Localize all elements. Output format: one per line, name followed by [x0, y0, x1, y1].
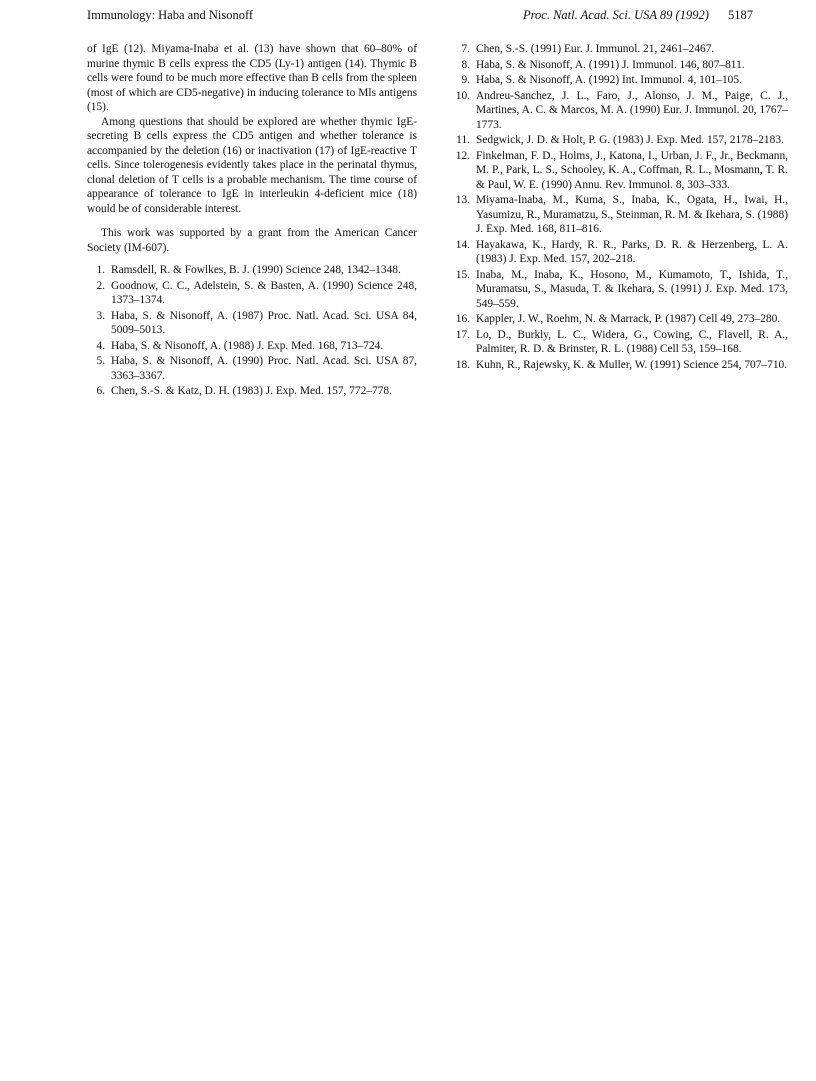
body-paragraph: Among questions that should be explored are whether thymic IgE-secreting B cells express the CD5 antigen and whether tolerance is accompanied by the deletion (16) or inactivation (17) of IgE-reactive T cells. Since tolerogenesis evidently takes place in the perinatal thymus, clonal deletion of T cells is a probable mechanism. The time course of appearance of tolerance to IgE in interleukin 4-deficient mice (18) would be of considerable interest. [87, 115, 417, 215]
reference-number: 9. [461, 74, 470, 86]
body-paragraph: of IgE (12). Miyama-Inaba et al. (13) have shown that 60–80% of murine thymic B cells express the CD5 (Ly-1) antigen (14). Thymic B cells were found to be much more effective than B cells from the spleen (most of which are CD5-negative) in inducing tolerance to Mls antigens (15). [87, 43, 417, 113]
reference-text: Sedgwick, J. D. & Holt, P. G. (1983) J. Exp. Med. 157, 2178–2183. [476, 134, 784, 146]
reference-item [452, 193, 788, 237]
reference-number: 10. [455, 89, 470, 102]
reference-list-left [87, 263, 417, 399]
reference-number: 17. [455, 328, 470, 341]
reference-text: Miyama-Inaba, M., Kuma, S., Inaba, K., Ogata, H., Iwai, H., Yasumizu, R., Muramatzu, S., Steinman, R. M. & Ikehara, S. (1988) J. Exp. Med. 168, 811–816. [476, 194, 788, 235]
reference-number: 16. [455, 313, 470, 325]
reference-text: Kuhn, R., Rajewsky, K. & Muller, W. (1991) Science 254, 707–710. [476, 358, 788, 371]
reference-text: Chen, S.-S. & Katz, D. H. (1983) J. Exp. Med. 157, 772–778. [111, 385, 392, 397]
reference-number: 6. [96, 385, 105, 397]
reference-number: 5. [96, 355, 105, 367]
reference-text: Kappler, J. W., Roehm, N. & Marrack, P. (1987) Cell 49, 273–280. [476, 313, 781, 325]
reference-text: Andreu-Sanchez, J. L., Faro, J., Alonso, J. M., Paige, C. J., Martines, A. C. & Marcos, M. A. (1990) Eur. J. Immunol. 20, 1767–1773. [476, 89, 788, 131]
reference-item [87, 279, 417, 308]
running-head: Immunology: Haba and Nisonoff [87, 8, 254, 22]
reference-list-right [452, 42, 788, 372]
reference-text: Ramsdell, R. & Fowlkes, B. J. (1990) Science 248, 1342–1348. [111, 264, 401, 276]
reference-number: 11. [456, 134, 470, 146]
reference-item [87, 309, 417, 338]
reference-item [452, 238, 788, 267]
reference-item [452, 268, 788, 312]
reference-text: Haba, S. & Nisonoff, A. (1990) Proc. Natl. Acad. Sci. USA 87, 3363–3367. [111, 355, 417, 382]
reference-number: 14. [455, 238, 470, 251]
reference-text: Haba, S. & Nisonoff, A. (1992) Int. Immunol. 4, 101–105. [476, 74, 742, 86]
reference-number: 3. [96, 309, 105, 322]
left-column [87, 42, 417, 400]
journal-info [523, 8, 753, 23]
reference-item [87, 354, 417, 383]
reference-number: 12. [455, 149, 470, 162]
reference-item [87, 263, 417, 278]
reference-text: Goodnow, C. C., Adelstein, S. & Basten, A. (1990) Science 248, 1373–1374. [111, 279, 417, 306]
reference-number: 13. [455, 194, 470, 206]
reference-number: 7. [461, 43, 470, 55]
reference-item [452, 133, 788, 148]
reference-item [452, 73, 788, 88]
reference-number: 1. [96, 264, 105, 276]
reference-number: 15. [455, 268, 470, 281]
reference-number: 8. [461, 58, 470, 71]
reference-number: 2. [96, 279, 105, 292]
reference-text: Finkelman, F. D., Holms, J., Katona, I., Urban, J. F., Jr., Beckmann, M. P., Park, L. S., Schooley, K. A., Coffman, R. L., Mosmann, T. R. & Paul, W. E. (1990) Annu. Rev. Immunol. 8, 303–333. [476, 149, 788, 191]
page-number: 5187 [728, 8, 753, 22]
reference-item [452, 358, 788, 373]
reference-item [87, 339, 417, 354]
reference-item [452, 89, 788, 133]
acknowledgment: This work was supported by a grant from the American Cancer Society (IM-607). [87, 227, 417, 254]
reference-text: Hayakawa, K., Hardy, R. R., Parks, D. R. & Herzenberg, L. A. (1983) J. Exp. Med. 157, 202–218. [476, 238, 788, 265]
reference-text: Inaba, M., Inaba, K., Hosono, M., Kumamoto, T., Ishida, T., Muramatsu, S., Masuda, T. & Ikehara, S. (1991) J. Exp. Med. 173, 549–559. [476, 268, 788, 310]
reference-text: Haba, S. & Nisonoff, A. (1988) J. Exp. Med. 168, 713–724. [111, 339, 384, 352]
reference-item [452, 42, 788, 57]
reference-item [87, 384, 417, 399]
journal-citation: Proc. Natl. Acad. Sci. USA 89 (1992) [523, 8, 709, 22]
reference-text: Chen, S.-S. (1991) Eur. J. Immunol. 21, 2461–2467. [476, 43, 715, 55]
reference-number: 18. [455, 358, 470, 371]
reference-item [452, 58, 788, 73]
reference-number: 4. [96, 339, 105, 352]
page-header [87, 8, 753, 30]
reference-item [452, 328, 788, 357]
right-column [452, 42, 788, 373]
reference-text: Haba, S. & Nisonoff, A. (1987) Proc. Natl. Acad. Sci. USA 84, 5009–5013. [111, 309, 417, 336]
reference-text: Haba, S. & Nisonoff, A. (1991) J. Immunol. 146, 807–811. [476, 58, 745, 71]
reference-text: Lo, D., Burkly, L. C., Widera, G., Cowing, C., Flavell, R. A., Palmiter, R. D. & Brinster, R. L. (1988) Cell 53, 159–168. [476, 328, 788, 355]
reference-item [452, 149, 788, 193]
reference-item [452, 312, 788, 327]
